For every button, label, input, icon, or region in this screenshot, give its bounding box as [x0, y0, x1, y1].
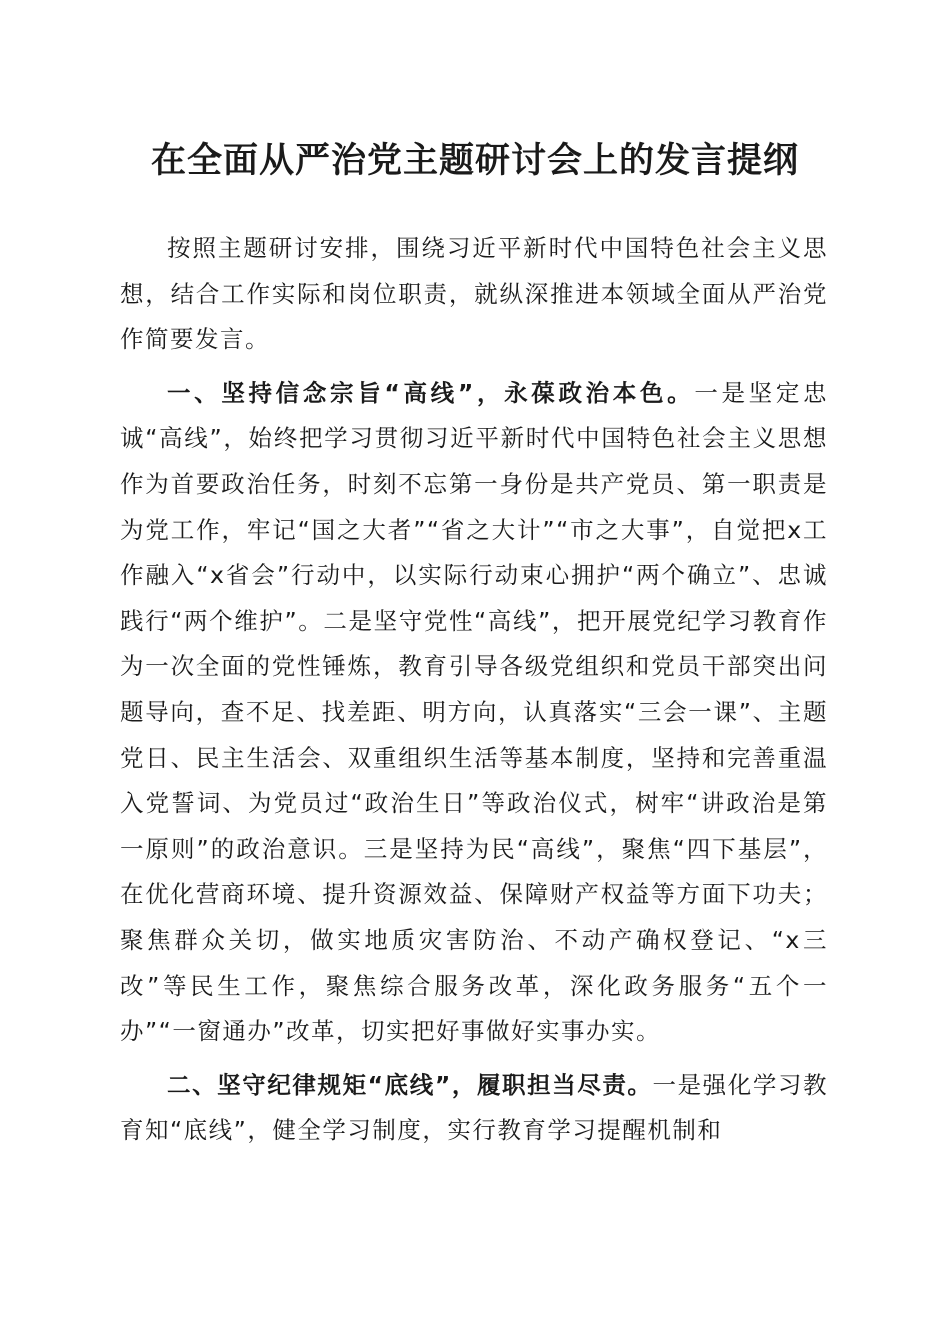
intro-paragraph: 按照主题研讨安排，围绕习近平新时代中国特色社会主义思想，结合工作实际和岗位职责，就纵深推进本领域全面从严治党作简要发言。	[120, 234, 828, 354]
section-1-heading: 一、坚持信念宗旨“高线”，永葆政治本色。	[167, 378, 695, 407]
document-body	[120, 226, 828, 1162]
section-1-paragraph	[120, 371, 828, 1055]
section-2-text: 一是强化学习教育知“底线”，健全学习制度，实行教育学习提醒机制和	[120, 1070, 829, 1145]
document-title: 在全面从严治党主题研讨会上的发言提纲	[150, 140, 799, 181]
section-1-text: 一是坚定忠诚“高线”，始终把学习贯彻习近平新时代中国特色社会主义思想作为首要政治任务，时刻不忘第一身份是共产党员、第一职责是为党工作，牢记“国之大者”“省之大计”“市之大事”，自觉把x工作融入“x省会”行动中，以实际行动束心拥护“两个确立”、忠诚践行“两个维护”。二是坚守党性“高线”，把开展党纪学习教育作为一次全面的党性锤炼，教育引导各级党组织和党员干部突出问题导向，查不足、找差距、明方向，认真落实“三会一课”、主题党日、民主生活会、双重组织生活等基本制度，坚持和完善重温入党誓词、为党员过“政治生日”等政治仪式，树牢“讲政治是第一原则”的政治意识。三是坚持为民“高线”，聚焦“四下基层”，在优化营商环境、提升资源效益、保障财产权益等方面下功夫；聚焦群众关切，做实地质灾害防治、不动产确权登记、“x三改”等民生工作，聚焦综合服务改革，深化政务服务“五个一办”“一窗通办”改革，切实把好事做好实事办实。	[120, 378, 829, 1046]
section-2-heading: 二、坚守纪律规矩“底线”，履职担当尽责。	[167, 1070, 653, 1099]
section-2-paragraph	[120, 1063, 828, 1154]
